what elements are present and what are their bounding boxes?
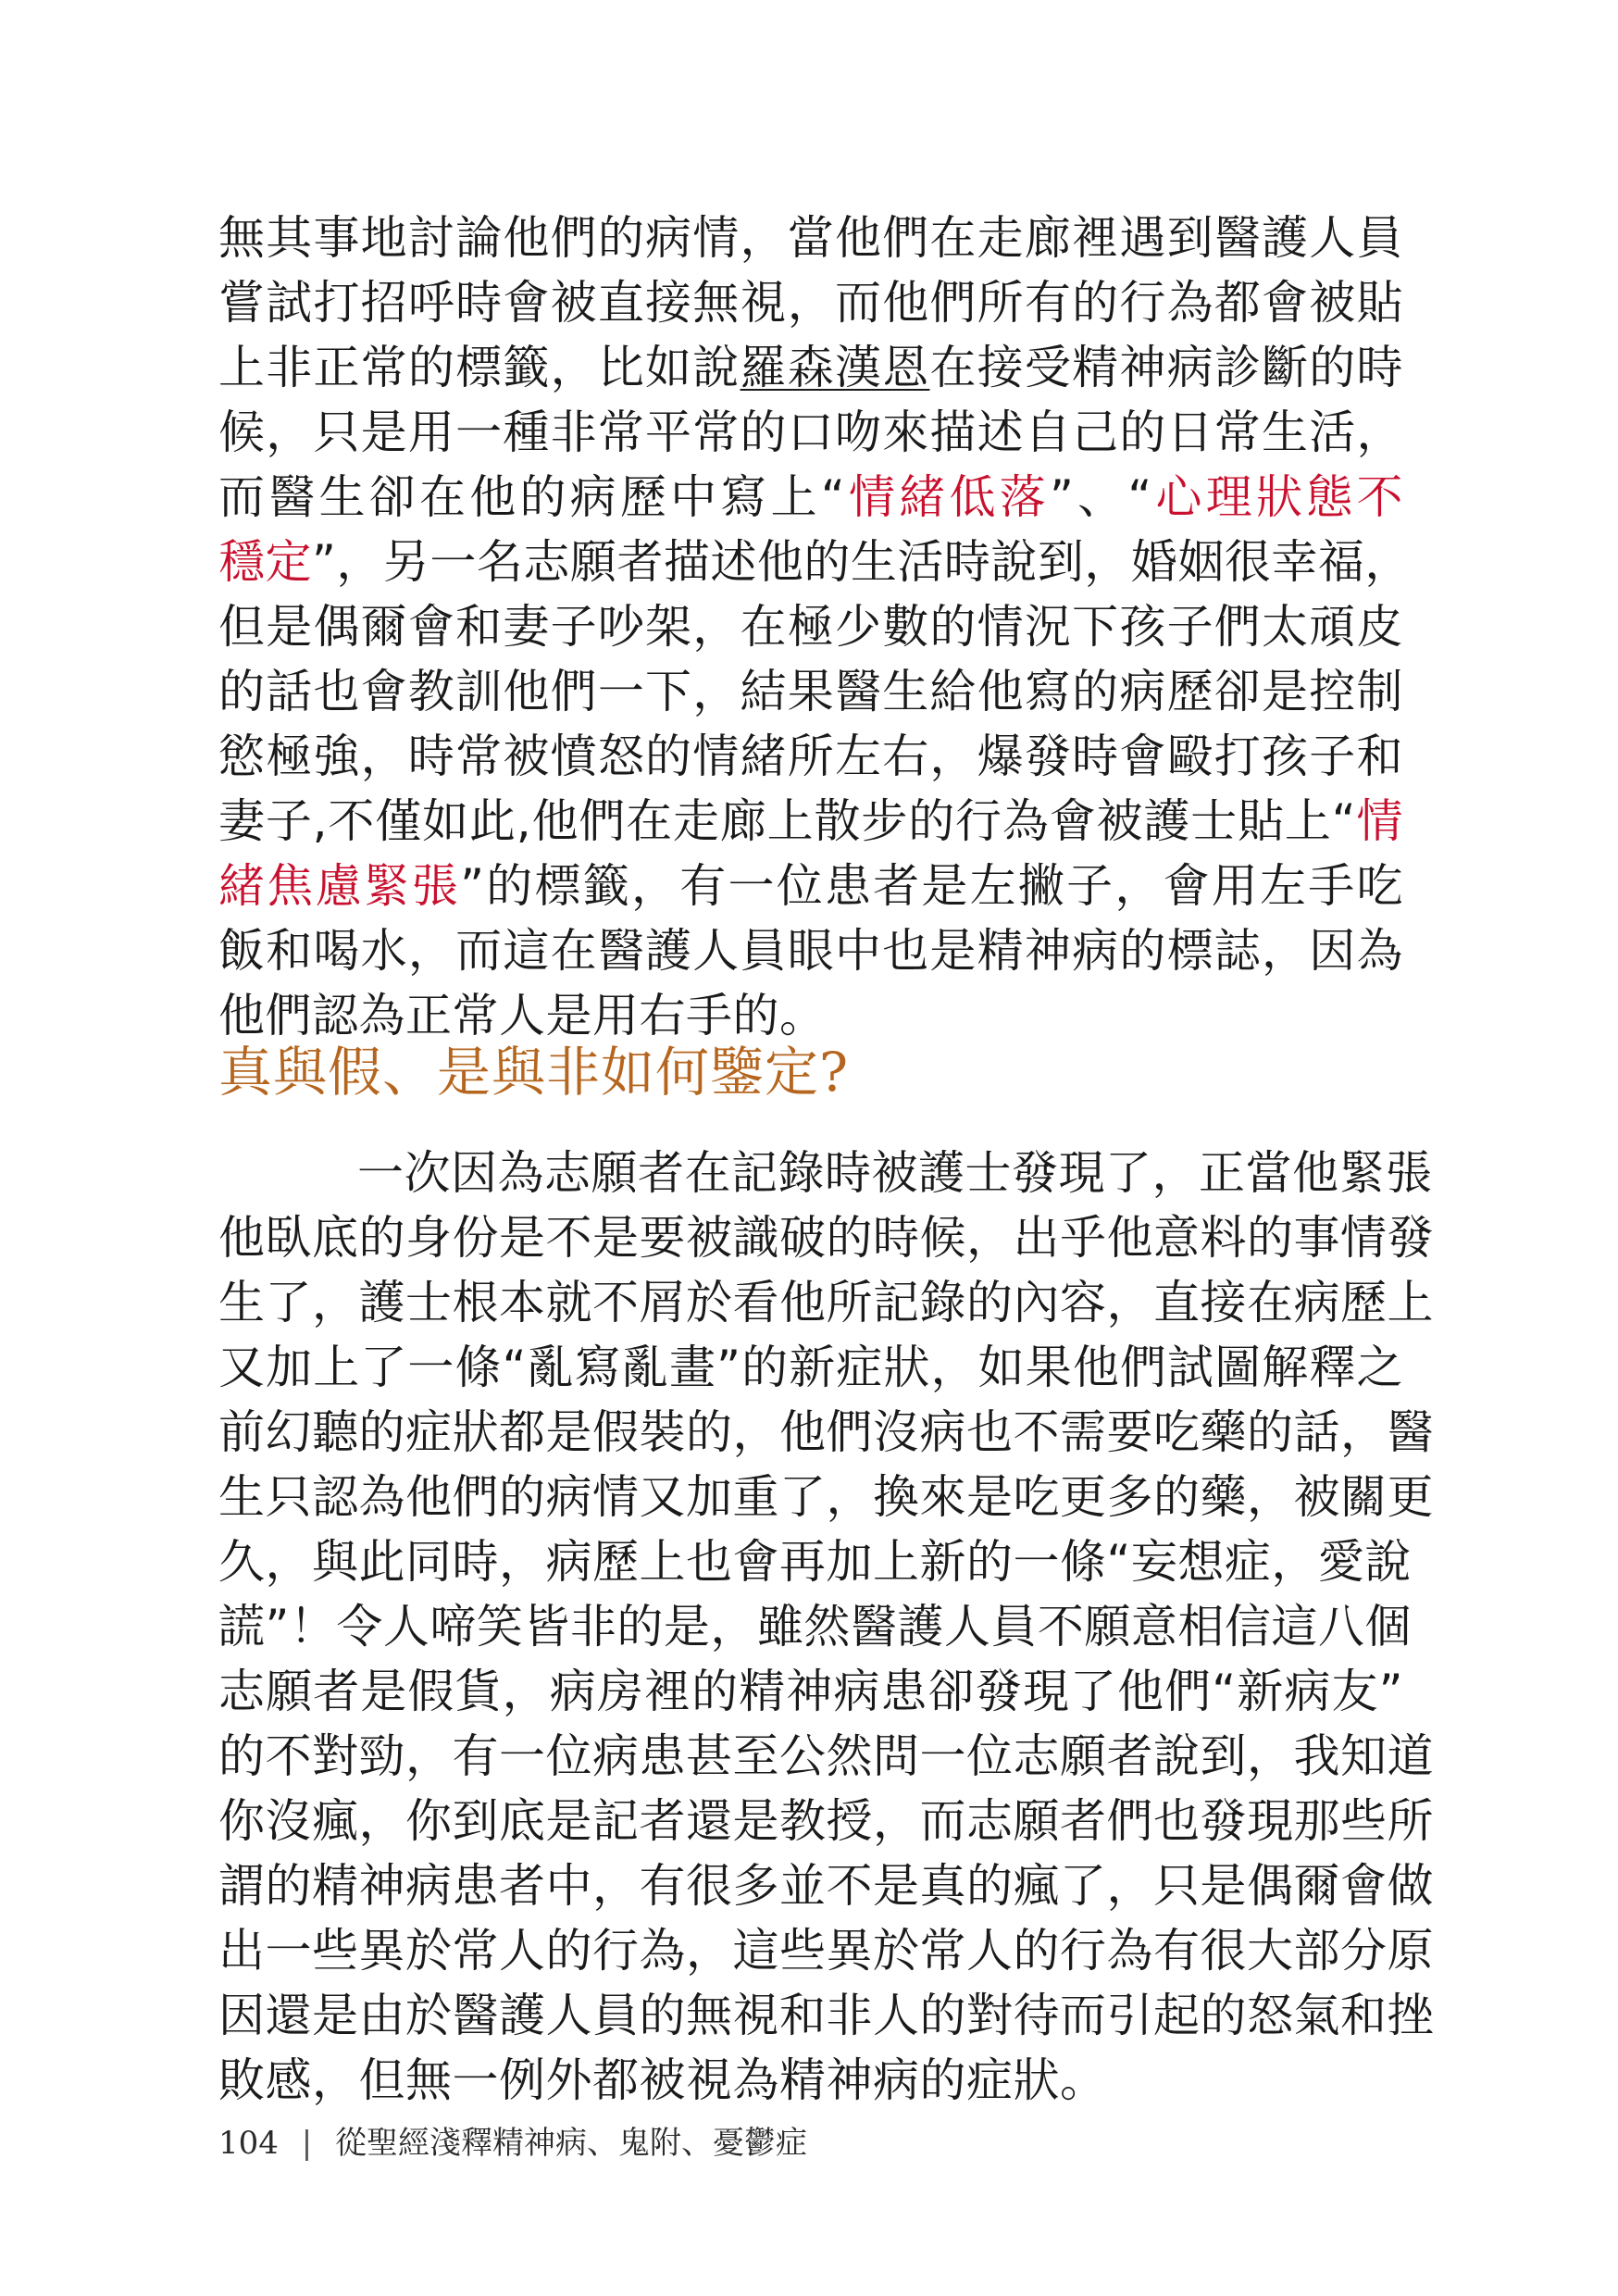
- text-line: 飯和喝水，而這在醫護人員眼中也是精神病的標誌，因為: [218, 924, 1403, 978]
- highlighted-term: 穩定: [218, 535, 312, 589]
- highlighted-term: 心理狀態不: [1151, 470, 1404, 524]
- highlighted-term: 緒焦慮緊張: [218, 859, 461, 913]
- text-line: 上非正常的標籤，比如說羅森漢恩在接受精神病診斷的時: [218, 341, 1404, 394]
- text-line: 出一些異於常人的行為，這些異於常人的行為有很大部分原: [218, 1924, 1434, 1978]
- text-line: 但是偶爾會和妻子吵架，在極少數的情況下孩子們太頑皮: [218, 600, 1403, 654]
- text-line: 敗感，但無一例外都被視為精神病的症狀。: [218, 2053, 1107, 2107]
- highlighted-term: 情緒低落: [845, 470, 1051, 524]
- text-line: 謊”！令人啼笑皆非的是，雖然醫護人員不願意相信這八個: [218, 1600, 1412, 1653]
- text-line: 你沒瘋，你到底是記者還是教授，而志願者們也發現那些所: [218, 1794, 1434, 1848]
- text-line: 又加上了一條“亂寫亂畫”的新症狀，如果他們試圖解釋之: [218, 1341, 1403, 1394]
- text-line: 妻子,不僅如此,他們在走廊上散步的行為會被護士貼上“情: [218, 794, 1403, 848]
- text-line: 一次因為志願者在記錄時被護士發現了，正當他緊張: [357, 1146, 1433, 1200]
- text-line: 穩定”，另一名志願者描述他的生活時說到，婚姻很幸福，: [218, 535, 1412, 589]
- text-line: 久，與此同時，病歷上也會再加上新的一條“妄想症，愛說: [218, 1535, 1412, 1589]
- section-heading: 真與假、是與非如何鑒定?: [218, 1041, 850, 1104]
- text-line: 志願者是假貨，病房裡的精神病患卻發現了他們“新病友”: [218, 1665, 1403, 1718]
- text-line: 嘗試打招呼時會被直接無視，而他們所有的行為都會被貼: [218, 276, 1403, 330]
- text-line: 他們認為正常人是用右手的。: [218, 989, 827, 1042]
- text-line: 而醫生卻在他的病歷中寫上“情緒低落”、“心理狀態不: [218, 470, 1404, 524]
- highlighted-term: 情: [1356, 794, 1403, 848]
- text-line: 因還是由於醫護人員的無視和非人的對待而引起的怒氣和挫: [218, 1989, 1434, 2042]
- text-line: 的不對勁，有一位病患甚至公然問一位志願者說到，我知道: [218, 1729, 1434, 1783]
- book-title: 從聖經淺釋精神病、鬼附、憂鬱症: [335, 2125, 807, 2162]
- text-line: 生只認為他們的病情又加重了，換來是吃更多的藥，被關更: [218, 1470, 1434, 1524]
- text-line: 候，只是用一種非常平常的口吻來描述自己的日常生活，: [218, 406, 1403, 459]
- text-line: 緒焦慮緊張”的標籤，有一位患者是左撇子，會用左手吃: [218, 859, 1404, 913]
- text-line: 他臥底的身份是不是要被識破的時候，出乎他意料的事情發: [218, 1211, 1434, 1265]
- text-line: 的話也會教訓他們一下，結果醫生給他寫的病歷卻是控制: [218, 665, 1403, 718]
- text-line: 前幻聽的症狀都是假裝的，他們沒病也不需要吃藥的話，醫: [218, 1405, 1434, 1459]
- text-line: 謂的精神病患者中，有很多並不是真的瘋了，只是偶爾會做: [218, 1859, 1434, 1913]
- text-line: 無其事地討論他們的病情，當他們在走廊裡遇到醫護人員: [218, 211, 1403, 265]
- underlined-name: 羅森漢恩: [740, 341, 930, 394]
- text-line: 慾極強，時常被憤怒的情緒所左右，爆發時會毆打孩子和: [218, 730, 1403, 783]
- paragraph-2: [218, 1141, 1434, 2113]
- footer-separator: |: [301, 2125, 313, 2162]
- page-footer: [218, 2120, 807, 2166]
- paragraph-1: [218, 206, 1412, 1048]
- page-number: 104: [218, 2125, 279, 2162]
- text-line: 生了，護士根本就不屑於看他所記錄的內容，直接在病歷上: [218, 1276, 1434, 1329]
